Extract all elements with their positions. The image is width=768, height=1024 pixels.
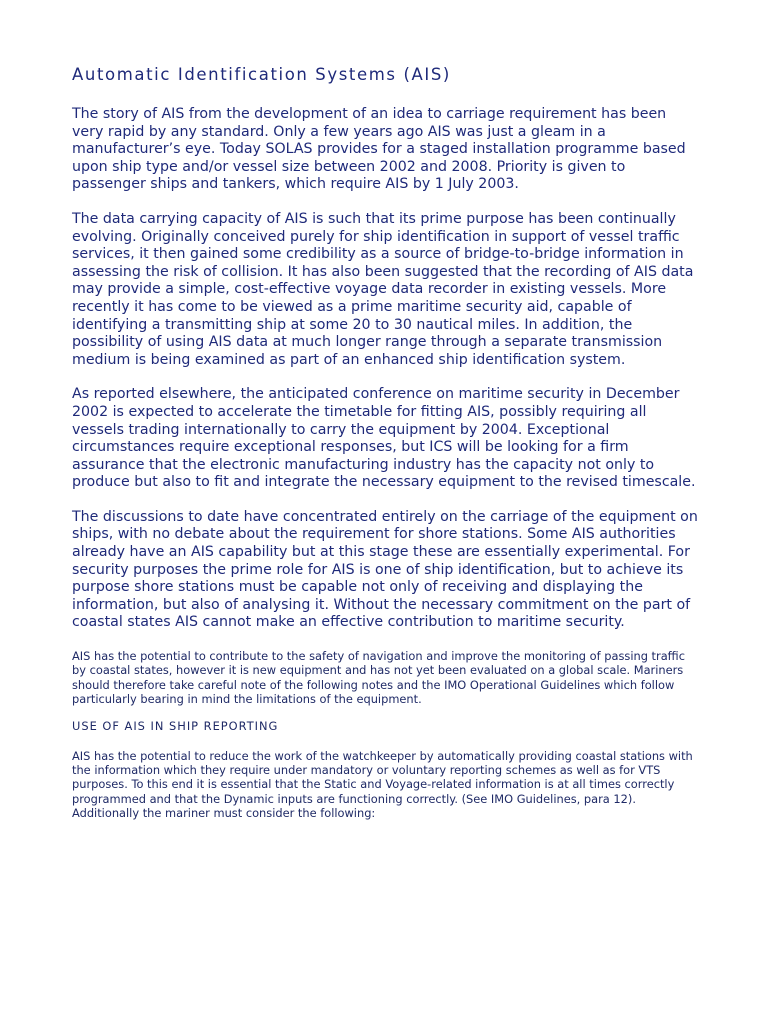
document-title: Automatic Identification Systems (AIS) <box>72 65 451 84</box>
paragraph-data-capacity: The data carrying capacity of AIS is such that its prime purpose has been continually evolving. Originally conceived purely for ship identification in support of vessel traffic services, it then gained some credibility as a source of bridge-to-bridge information in assessing the risk of collision. It has also been suggested that the recording of AIS data may provide a simple, cost-effective voyage data recorder in existing vessels. More recently it has come to be viewed as a prime maritime security aid, capable of identifying a transmitting ship at some 20 to 30 nautical miles. In addition, the possibility of using AIS data at much longer range through a separate transmission medium is being examined as part of an enhanced ship identification system. <box>72 210 694 368</box>
paragraph-shore-stations: The discussions to date have concentrated entirely on the carriage of the equipment on ships, with no debate about the requirement for shore stations. Some AIS authorities already have an AIS capability but at this stage these are essentially experimental. For security purposes the prime role for AIS is one of ship identification, but to achieve its purpose shore stations must be capable not only of receiving and displaying the information, but also of analysing it. Without the necessary commitment on the part of coastal states AIS cannot make an effective contribution to maritime security. <box>72 508 698 631</box>
section-heading-ship-reporting: USE OF AIS IN SHIP REPORTING <box>72 718 279 733</box>
paragraph-maritime-security-conference: As reported elsewhere, the anticipated conference on maritime security in December 2002 is expected to accelerate the timetable for fitting AIS, possibly requiring all vessels trading internationally to carry the equipment by 2004. Exceptional circumstances require exceptional responses, but ICS will be looking for a firm assurance that the electronic manufacturing industry has the capacity not only to produce but also to fit and integrate the necessary equipment to the revised timescale. <box>72 386 696 491</box>
paragraph-safety-potential: AIS has the potential to contribute to the safety of navigation and improve the monitoring of passing traffic by coastal states, however it is new equipment and has not yet been evaluated on a global scale. Mariners should therefore take careful note of the following notes and the IMO Operational Guidelines which follow particularly bearing in mind the limitations of the equipment. <box>72 649 685 707</box>
paragraph-ais-story: The story of AIS from the development of an idea to carriage requirement has been very rapid by any standard. Only a few years ago AIS was just a gleam in a manufacturer’s eye. Today SOLAS provides for a staged installation programme based upon ship type and/or vessel size between 2002 and 2008. Priority is given to passenger ships and tankers, which require AIS by 1 July 2003. <box>72 106 686 193</box>
document-page <box>72 64 702 833</box>
paragraph-watchkeeper: AIS has the potential to reduce the work of the watchkeeper by automatically providing coastal stations with the information which they require under mandatory or voluntary reporting schemes as well as for VTS purposes. To this end it is essential that the Static and Voyage-related information is at all times correctly programmed and that the Dynamic inputs are functioning correctly. (See IMO Guidelines, para 12). Additionally the mariner must consider the following: <box>72 748 693 821</box>
